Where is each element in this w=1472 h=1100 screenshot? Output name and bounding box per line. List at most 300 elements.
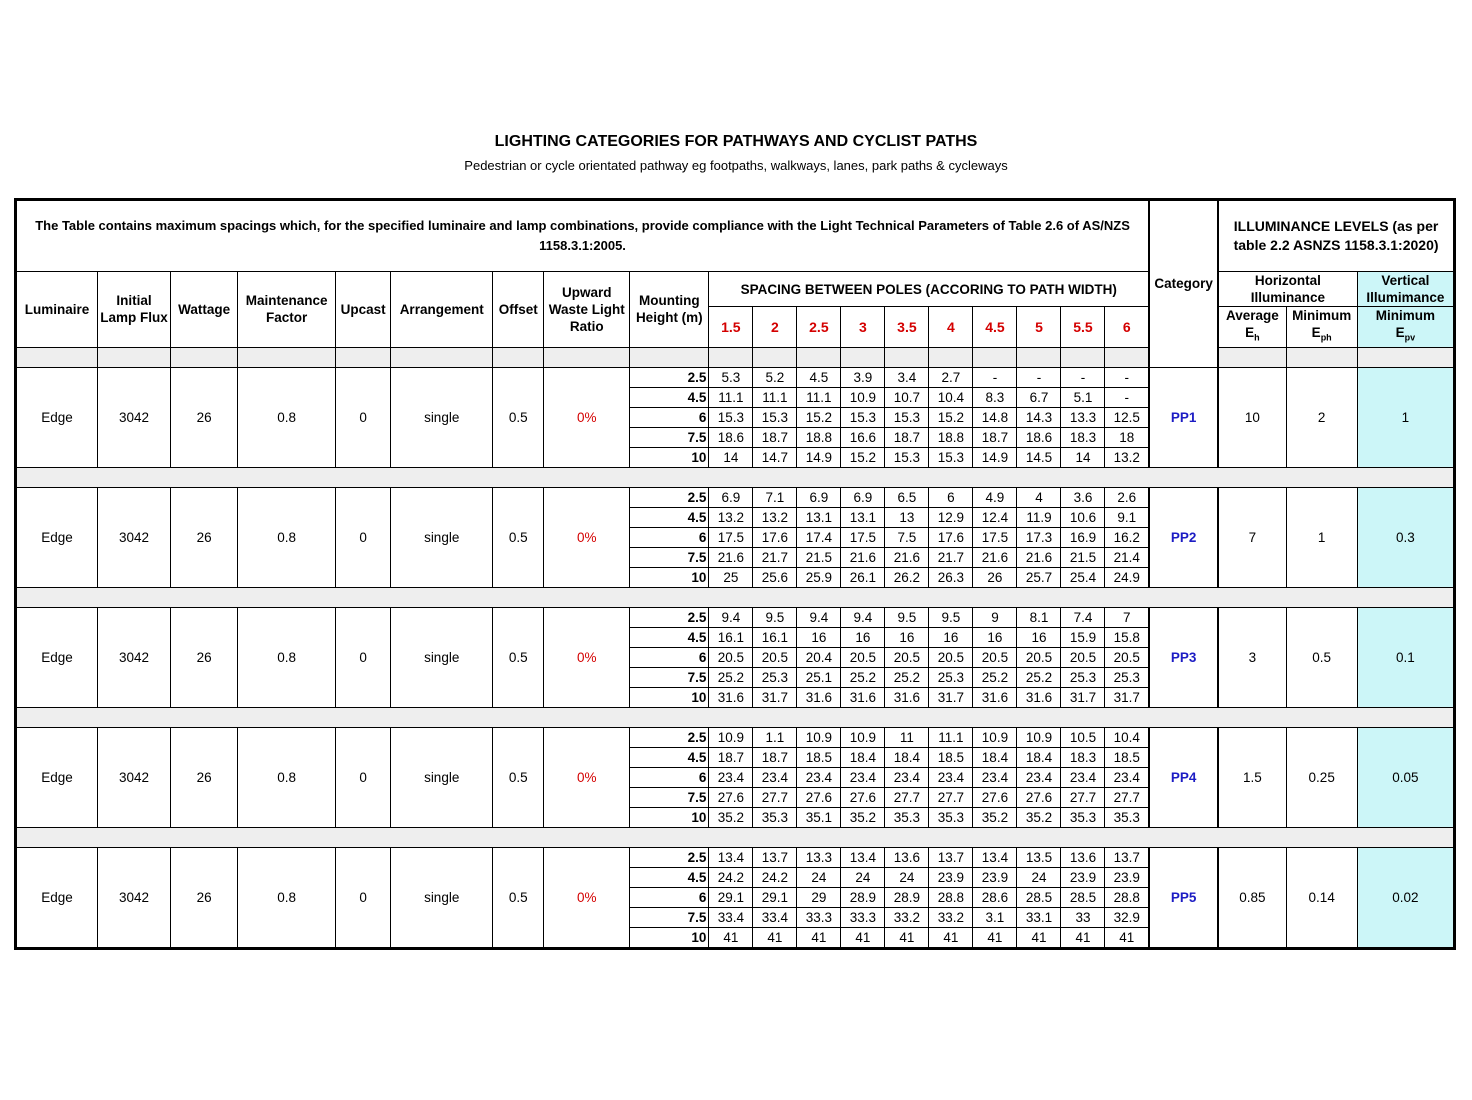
table-row xyxy=(16,607,1455,627)
maintenance-factor-cell: 0.8 xyxy=(238,487,336,587)
spacing-cell: 14.5 xyxy=(1017,447,1061,467)
spacing-cell: 18.7 xyxy=(709,747,753,767)
mounting-height-cell: 6 xyxy=(630,407,709,427)
spacing-cell: 9.4 xyxy=(709,607,753,627)
spacing-cell: 15.3 xyxy=(885,447,929,467)
path-width-header: 5 xyxy=(1017,307,1061,348)
spacing-cell: 18.3 xyxy=(1061,427,1105,447)
minimum-eph-cell: 0.25 xyxy=(1286,727,1357,827)
spacing-cell: 13.2 xyxy=(1105,447,1149,467)
minimum-epv-cell: 1 xyxy=(1357,367,1454,467)
group-separator-row xyxy=(16,467,1455,487)
spacing-cell: 9 xyxy=(973,607,1017,627)
spacing-cell: 35.3 xyxy=(753,807,797,827)
spacing-cell: 41 xyxy=(841,927,885,948)
spacing-cell: 33.3 xyxy=(841,907,885,927)
spacing-cell: 33.1 xyxy=(1017,907,1061,927)
spacing-cell: 18.4 xyxy=(1017,747,1061,767)
spacing-cell: - xyxy=(1061,367,1105,387)
spacing-cell: 35.2 xyxy=(1017,807,1061,827)
mounting-height-cell: 10 xyxy=(630,927,709,948)
spacing-cell: 23.4 xyxy=(709,767,753,787)
spacing-cell: 23.4 xyxy=(797,767,841,787)
spacing-cell: 10.4 xyxy=(1105,727,1149,747)
spacing-cell: 27.6 xyxy=(841,787,885,807)
mounting-height-cell: 2.5 xyxy=(630,847,709,867)
spacing-cell: 35.1 xyxy=(797,807,841,827)
spacing-cell: 20.5 xyxy=(1017,647,1061,667)
wattage-cell: 26 xyxy=(171,727,238,827)
spacing-cell: 27.6 xyxy=(709,787,753,807)
mounting-height-cell: 10 xyxy=(630,807,709,827)
spacing-cell: 16.1 xyxy=(753,627,797,647)
spacing-cell: 10.9 xyxy=(797,727,841,747)
spacing-cell: 23.9 xyxy=(929,867,973,887)
spacing-cell: 13.5 xyxy=(1017,847,1061,867)
spacing-cell: 35.3 xyxy=(1105,807,1149,827)
wattage-cell: 26 xyxy=(171,367,238,467)
spacing-cell: 24 xyxy=(885,867,929,887)
path-width-header: 2.5 xyxy=(797,307,841,348)
spacing-cell: 28.8 xyxy=(1105,887,1149,907)
spacing-cell: 18.4 xyxy=(841,747,885,767)
minimum-eph-cell: 0.14 xyxy=(1286,847,1357,948)
spacing-cell: 35.2 xyxy=(709,807,753,827)
spacing-cell: 15.9 xyxy=(1061,627,1105,647)
path-width-header: 6 xyxy=(1105,307,1149,348)
spacing-cell: 16.9 xyxy=(1061,527,1105,547)
spacing-cell: 26 xyxy=(973,567,1017,587)
offset-cell: 0.5 xyxy=(493,727,544,827)
average-eh-cell: 1.5 xyxy=(1218,727,1286,827)
category-header: Category xyxy=(1149,200,1218,368)
spacing-cell: 8.1 xyxy=(1017,607,1061,627)
wattage-cell: 26 xyxy=(171,607,238,707)
minimum-epv-header: Minimum $E_{pv}$ xyxy=(1357,307,1454,348)
spacing-cell: 21.5 xyxy=(1061,547,1105,567)
mounting-height-cell: 4.5 xyxy=(630,507,709,527)
upcast-cell: 0 xyxy=(336,847,391,948)
spacing-cell: 27.7 xyxy=(1105,787,1149,807)
spacing-cell: 7 xyxy=(1105,607,1149,627)
spacing-cell: 13.4 xyxy=(841,847,885,867)
horizontal-illuminance-header: Horizontal Illuminance xyxy=(1218,272,1357,307)
spacing-cell: 23.4 xyxy=(1105,767,1149,787)
spacing-cell: 10.6 xyxy=(1061,507,1105,527)
spacing-cell: 18 xyxy=(1105,427,1149,447)
minimum-epv-cell: 0.3 xyxy=(1357,487,1454,587)
spacing-cell: 25.4 xyxy=(1061,567,1105,587)
luminaire-cell: Edge xyxy=(16,487,98,587)
spacing-cell: 23.4 xyxy=(885,767,929,787)
spacing-cell: 28.9 xyxy=(841,887,885,907)
spacing-cell: 26.2 xyxy=(885,567,929,587)
spacing-cell: 25.7 xyxy=(1017,567,1061,587)
minimum-eph-cell: 2 xyxy=(1286,367,1357,467)
table-row xyxy=(16,847,1455,867)
spacing-cell: 13.2 xyxy=(709,507,753,527)
spacing-cell: 35.2 xyxy=(973,807,1017,827)
wattage-cell: 26 xyxy=(171,487,238,587)
spacing-cell: 33 xyxy=(1061,907,1105,927)
mounting-height-cell: 2.5 xyxy=(630,607,709,627)
spacing-cell: 11.1 xyxy=(753,387,797,407)
mounting-height-header: Mounting Height (m) xyxy=(630,272,709,348)
spacing-cell: 17.5 xyxy=(973,527,1017,547)
spacing-cell: 2.6 xyxy=(1105,487,1149,507)
spacing-cell: 18.6 xyxy=(1017,427,1061,447)
spacing-cell: 15.8 xyxy=(1105,627,1149,647)
spacing-cell: 27.6 xyxy=(1017,787,1061,807)
maintenance-factor-cell: 0.8 xyxy=(238,847,336,948)
spacing-cell: 10.9 xyxy=(841,727,885,747)
spacing-cell: 23.4 xyxy=(973,767,1017,787)
spacing-cell: - xyxy=(1105,367,1149,387)
spacing-cell: 23.4 xyxy=(1017,767,1061,787)
group-separator-row xyxy=(16,707,1455,727)
spacing-cell: 13.4 xyxy=(973,847,1017,867)
spacing-cell: 18.8 xyxy=(797,427,841,447)
offset-cell: 0.5 xyxy=(493,487,544,587)
minimum-eph-header: Minimum $E_{ph}$ xyxy=(1286,307,1357,348)
spacing-cell: 9.5 xyxy=(929,607,973,627)
spacing-cell: 29 xyxy=(797,887,841,907)
spacing-cell: 17.4 xyxy=(797,527,841,547)
spacing-cell: 21.6 xyxy=(841,547,885,567)
spacing-cell: 33.4 xyxy=(709,907,753,927)
maintenance-factor-cell: 0.8 xyxy=(238,607,336,707)
spacing-cell: 41 xyxy=(929,927,973,948)
spacing-cell: 26.1 xyxy=(841,567,885,587)
spacing-cell: 15.2 xyxy=(841,447,885,467)
mounting-height-cell: 7.5 xyxy=(630,547,709,567)
spacing-cell: 35.3 xyxy=(1061,807,1105,827)
spacing-cell: 14.3 xyxy=(1017,407,1061,427)
spacing-cell: 18.6 xyxy=(709,427,753,447)
mounting-height-cell: 7.5 xyxy=(630,667,709,687)
spacing-cell: 13.7 xyxy=(1105,847,1149,867)
spacing-cell: 3.4 xyxy=(885,367,929,387)
spacing-cell: 25 xyxy=(709,567,753,587)
arrangement-cell: single xyxy=(391,487,493,587)
mounting-height-cell: 4.5 xyxy=(630,747,709,767)
spacing-cell: 21.7 xyxy=(753,547,797,567)
spacing-cell: 18.7 xyxy=(973,427,1017,447)
spacing-cell: 21.5 xyxy=(797,547,841,567)
spacing-cell: 15.3 xyxy=(709,407,753,427)
spacing-cell: 27.7 xyxy=(1061,787,1105,807)
category-cell: PP5 xyxy=(1149,847,1218,948)
spacing-cell: 33.2 xyxy=(929,907,973,927)
mounting-height-cell: 7.5 xyxy=(630,787,709,807)
spacing-cell: 27.6 xyxy=(973,787,1017,807)
uwlr-header: Upward Waste Light Ratio xyxy=(544,272,630,348)
spacing-cell: 25.3 xyxy=(1105,667,1149,687)
spacing-cell: 25.3 xyxy=(1061,667,1105,687)
spacing-cell: 13.6 xyxy=(885,847,929,867)
table-row xyxy=(16,367,1455,387)
spacing-cell: 14 xyxy=(1061,447,1105,467)
spacing-cell: 31.7 xyxy=(753,687,797,707)
mounting-height-cell: 6 xyxy=(630,887,709,907)
spacing-cell: 27.6 xyxy=(797,787,841,807)
arrangement-cell: single xyxy=(391,727,493,827)
illuminance-header: ILLUMINANCE LEVELS (as per table 2.2 ASNZS 1158.3.1:2020) xyxy=(1218,200,1454,272)
spacing-cell: 25.2 xyxy=(885,667,929,687)
mounting-height-cell: 4.5 xyxy=(630,387,709,407)
offset-cell: 0.5 xyxy=(493,607,544,707)
minimum-eph-cell: 1 xyxy=(1286,487,1357,587)
lighting-categories-table xyxy=(14,198,1456,950)
spacing-cell: 18.5 xyxy=(929,747,973,767)
spacing-cell: 5.1 xyxy=(1061,387,1105,407)
spacing-cell: 41 xyxy=(797,927,841,948)
spacing-cell: 14.7 xyxy=(753,447,797,467)
offset-header: Offset xyxy=(493,272,544,348)
spacing-cell: 6.5 xyxy=(885,487,929,507)
spacing-cell: 3.6 xyxy=(1061,487,1105,507)
spacing-cell: 23.4 xyxy=(753,767,797,787)
spacing-cell: 17.6 xyxy=(753,527,797,547)
spacing-cell: - xyxy=(1105,387,1149,407)
spacing-cell: 28.8 xyxy=(929,887,973,907)
path-width-header: 3 xyxy=(841,307,885,348)
spacing-cell: 21.6 xyxy=(973,547,1017,567)
spacing-cell: 28.5 xyxy=(1061,887,1105,907)
lamp-flux-cell: 3042 xyxy=(98,487,171,587)
offset-cell: 0.5 xyxy=(493,367,544,467)
spacing-cell: 33.2 xyxy=(885,907,929,927)
spacing-cell: 20.5 xyxy=(1061,647,1105,667)
spacing-cell: 41 xyxy=(1105,927,1149,948)
spacing-cell: 14 xyxy=(709,447,753,467)
arrangement-cell: single xyxy=(391,847,493,948)
spacing-cell: 13.4 xyxy=(709,847,753,867)
spacing-cell: 32.9 xyxy=(1105,907,1149,927)
spacing-cell: 18.4 xyxy=(885,747,929,767)
wattage-header: Wattage xyxy=(171,272,238,348)
category-cell: PP1 xyxy=(1149,367,1218,467)
path-width-header: 1.5 xyxy=(709,307,753,348)
spacing-cell: 6.7 xyxy=(1017,387,1061,407)
path-width-header: 5.5 xyxy=(1061,307,1105,348)
spacing-cell: 31.6 xyxy=(709,687,753,707)
spacing-cell: 18.3 xyxy=(1061,747,1105,767)
spacing-cell: 33.3 xyxy=(797,907,841,927)
spacing-cell: 31.6 xyxy=(973,687,1017,707)
spacing-cell: 25.2 xyxy=(709,667,753,687)
spacing-cell: 10.9 xyxy=(1017,727,1061,747)
path-width-header: 3.5 xyxy=(885,307,929,348)
spacing-cell: 17.5 xyxy=(841,527,885,547)
maintenance-factor-cell: 0.8 xyxy=(238,367,336,467)
spacing-cell: 18.5 xyxy=(1105,747,1149,767)
spacing-cell: 20.5 xyxy=(753,647,797,667)
spacing-cell: 20.5 xyxy=(929,647,973,667)
spacing-cell: 21.4 xyxy=(1105,547,1149,567)
group-separator-row xyxy=(16,827,1455,847)
arrangement-header: Arrangement xyxy=(391,272,493,348)
uwlr-cell: 0% xyxy=(544,847,630,948)
spacing-cell: 28.9 xyxy=(885,887,929,907)
spacing-cell: 20.4 xyxy=(797,647,841,667)
spacing-cell: 13.7 xyxy=(929,847,973,867)
spacing-cell: 18.8 xyxy=(929,427,973,447)
document-title: LIGHTING CATEGORIES FOR PATHWAYS AND CYCLIST PATHS xyxy=(494,133,978,150)
spacing-cell: 9.5 xyxy=(885,607,929,627)
spacing-cell: 27.7 xyxy=(885,787,929,807)
spacing-cell: 3.9 xyxy=(841,367,885,387)
spacing-cell: 4 xyxy=(1017,487,1061,507)
spacing-cell: 25.2 xyxy=(1017,667,1061,687)
spacing-cell: 11 xyxy=(885,727,929,747)
minimum-eph-cell: 0.5 xyxy=(1286,607,1357,707)
spacing-header: SPACING BETWEEN POLES (ACCORING TO PATH WIDTH) xyxy=(709,272,1149,307)
average-eh-cell: 3 xyxy=(1218,607,1286,707)
spacing-cell: 17.6 xyxy=(929,527,973,547)
spacing-cell: - xyxy=(973,367,1017,387)
spacing-cell: 41 xyxy=(1061,927,1105,948)
spacing-cell: 13.2 xyxy=(753,507,797,527)
offset-cell: 0.5 xyxy=(493,847,544,948)
spacing-cell: 11.1 xyxy=(929,727,973,747)
spacing-cell: 10.9 xyxy=(709,727,753,747)
spacing-cell: 16.1 xyxy=(709,627,753,647)
category-cell: PP3 xyxy=(1149,607,1218,707)
spacing-cell: 16 xyxy=(885,627,929,647)
average-eh-cell: 0.85 xyxy=(1218,847,1286,948)
spacing-cell: 13.7 xyxy=(753,847,797,867)
spacing-cell: 23.9 xyxy=(1105,867,1149,887)
upcast-cell: 0 xyxy=(336,367,391,467)
luminaire-cell: Edge xyxy=(16,847,98,948)
vertical-illuminance-header: Vertical Illumimance xyxy=(1357,272,1454,307)
minimum-epv-cell: 0.02 xyxy=(1357,847,1454,948)
mounting-height-cell: 4.5 xyxy=(630,867,709,887)
spacing-cell: 41 xyxy=(1017,927,1061,948)
spacing-cell: 18.7 xyxy=(753,747,797,767)
spacing-cell: 31.6 xyxy=(885,687,929,707)
spacing-cell: 10.9 xyxy=(841,387,885,407)
spacing-cell: 16 xyxy=(1017,627,1061,647)
spacing-cell: 10.7 xyxy=(885,387,929,407)
upcast-cell: 0 xyxy=(336,727,391,827)
spacing-cell: 5.3 xyxy=(709,367,753,387)
mounting-height-cell: 10 xyxy=(630,687,709,707)
mounting-height-cell: 10 xyxy=(630,447,709,467)
mounting-height-cell: 2.5 xyxy=(630,367,709,387)
spacing-cell: 24 xyxy=(841,867,885,887)
spacing-cell: 6.9 xyxy=(797,487,841,507)
spacing-cell: 15.3 xyxy=(753,407,797,427)
category-cell: PP4 xyxy=(1149,727,1218,827)
spacing-cell: 24.9 xyxy=(1105,567,1149,587)
uwlr-cell: 0% xyxy=(544,607,630,707)
spacing-cell: 11.9 xyxy=(1017,507,1061,527)
spacing-cell: 1.1 xyxy=(753,727,797,747)
spacing-cell: 14.9 xyxy=(797,447,841,467)
spacing-cell: 20.5 xyxy=(1105,647,1149,667)
spacing-cell: - xyxy=(1017,367,1061,387)
spacing-cell: 5.2 xyxy=(753,367,797,387)
spacing-cell: 24 xyxy=(797,867,841,887)
spacing-cell: 31.6 xyxy=(841,687,885,707)
spacing-cell: 3.1 xyxy=(973,907,1017,927)
spacing-cell: 13 xyxy=(885,507,929,527)
initial-lamp-flux-header: Initial Lamp Flux xyxy=(98,272,171,348)
spacing-cell: 31.6 xyxy=(1017,687,1061,707)
spacing-cell: 9.1 xyxy=(1105,507,1149,527)
luminaire-header: Luminaire xyxy=(16,272,98,348)
spacing-cell: 20.5 xyxy=(841,647,885,667)
spacing-cell: 25.6 xyxy=(753,567,797,587)
lamp-flux-cell: 3042 xyxy=(98,367,171,467)
spacing-cell: 7.5 xyxy=(885,527,929,547)
spacing-cell: 15.2 xyxy=(797,407,841,427)
spacing-cell: 6.9 xyxy=(841,487,885,507)
spacing-cell: 27.7 xyxy=(753,787,797,807)
spacing-cell: 28.6 xyxy=(973,887,1017,907)
lamp-flux-cell: 3042 xyxy=(98,847,171,948)
spacing-cell: 11.1 xyxy=(709,387,753,407)
spacing-cell: 13.1 xyxy=(841,507,885,527)
spacing-cell: 25.3 xyxy=(929,667,973,687)
spacing-cell: 23.4 xyxy=(1061,767,1105,787)
spacing-cell: 7.4 xyxy=(1061,607,1105,627)
spacing-cell: 9.4 xyxy=(841,607,885,627)
spacing-cell: 4.5 xyxy=(797,367,841,387)
spacing-cell: 11.1 xyxy=(797,387,841,407)
spacing-cell: 25.9 xyxy=(797,567,841,587)
average-eh-header: Average $E_h$ xyxy=(1218,307,1286,348)
luminaire-cell: Edge xyxy=(16,607,98,707)
spacing-cell: 10.9 xyxy=(973,727,1017,747)
maintenance-factor-cell: 0.8 xyxy=(238,727,336,827)
table-row xyxy=(16,487,1455,507)
lamp-flux-cell: 3042 xyxy=(98,607,171,707)
table-row xyxy=(16,727,1455,747)
spacing-cell: 35.3 xyxy=(885,807,929,827)
spacing-cell: 13.6 xyxy=(1061,847,1105,867)
path-width-header: 2 xyxy=(753,307,797,348)
spacing-cell: 31.7 xyxy=(1061,687,1105,707)
spacing-cell: 25.1 xyxy=(797,667,841,687)
spacing-cell: 2.7 xyxy=(929,367,973,387)
mounting-height-cell: 6 xyxy=(630,527,709,547)
upcast-header: Upcast xyxy=(336,272,391,348)
spacing-cell: 41 xyxy=(973,927,1017,948)
spacing-cell: 24 xyxy=(1017,867,1061,887)
luminaire-cell: Edge xyxy=(16,727,98,827)
spacing-cell: 31.6 xyxy=(797,687,841,707)
wattage-cell: 26 xyxy=(171,847,238,948)
spacing-cell: 16.6 xyxy=(841,427,885,447)
spacing-cell: 15.3 xyxy=(841,407,885,427)
luminaire-cell: Edge xyxy=(16,367,98,467)
spacing-cell: 26.3 xyxy=(929,567,973,587)
spacing-cell: 15.2 xyxy=(929,407,973,427)
spacing-cell: 29.1 xyxy=(753,887,797,907)
path-width-header: 4 xyxy=(929,307,973,348)
spacing-cell: 12.5 xyxy=(1105,407,1149,427)
spacing-cell: 33.4 xyxy=(753,907,797,927)
mounting-height-cell: 6 xyxy=(630,647,709,667)
uwlr-cell: 0% xyxy=(544,487,630,587)
spacing-cell: 10.4 xyxy=(929,387,973,407)
spacing-cell: 16 xyxy=(797,627,841,647)
spacing-cell: 21.6 xyxy=(885,547,929,567)
spacing-cell: 24.2 xyxy=(709,867,753,887)
